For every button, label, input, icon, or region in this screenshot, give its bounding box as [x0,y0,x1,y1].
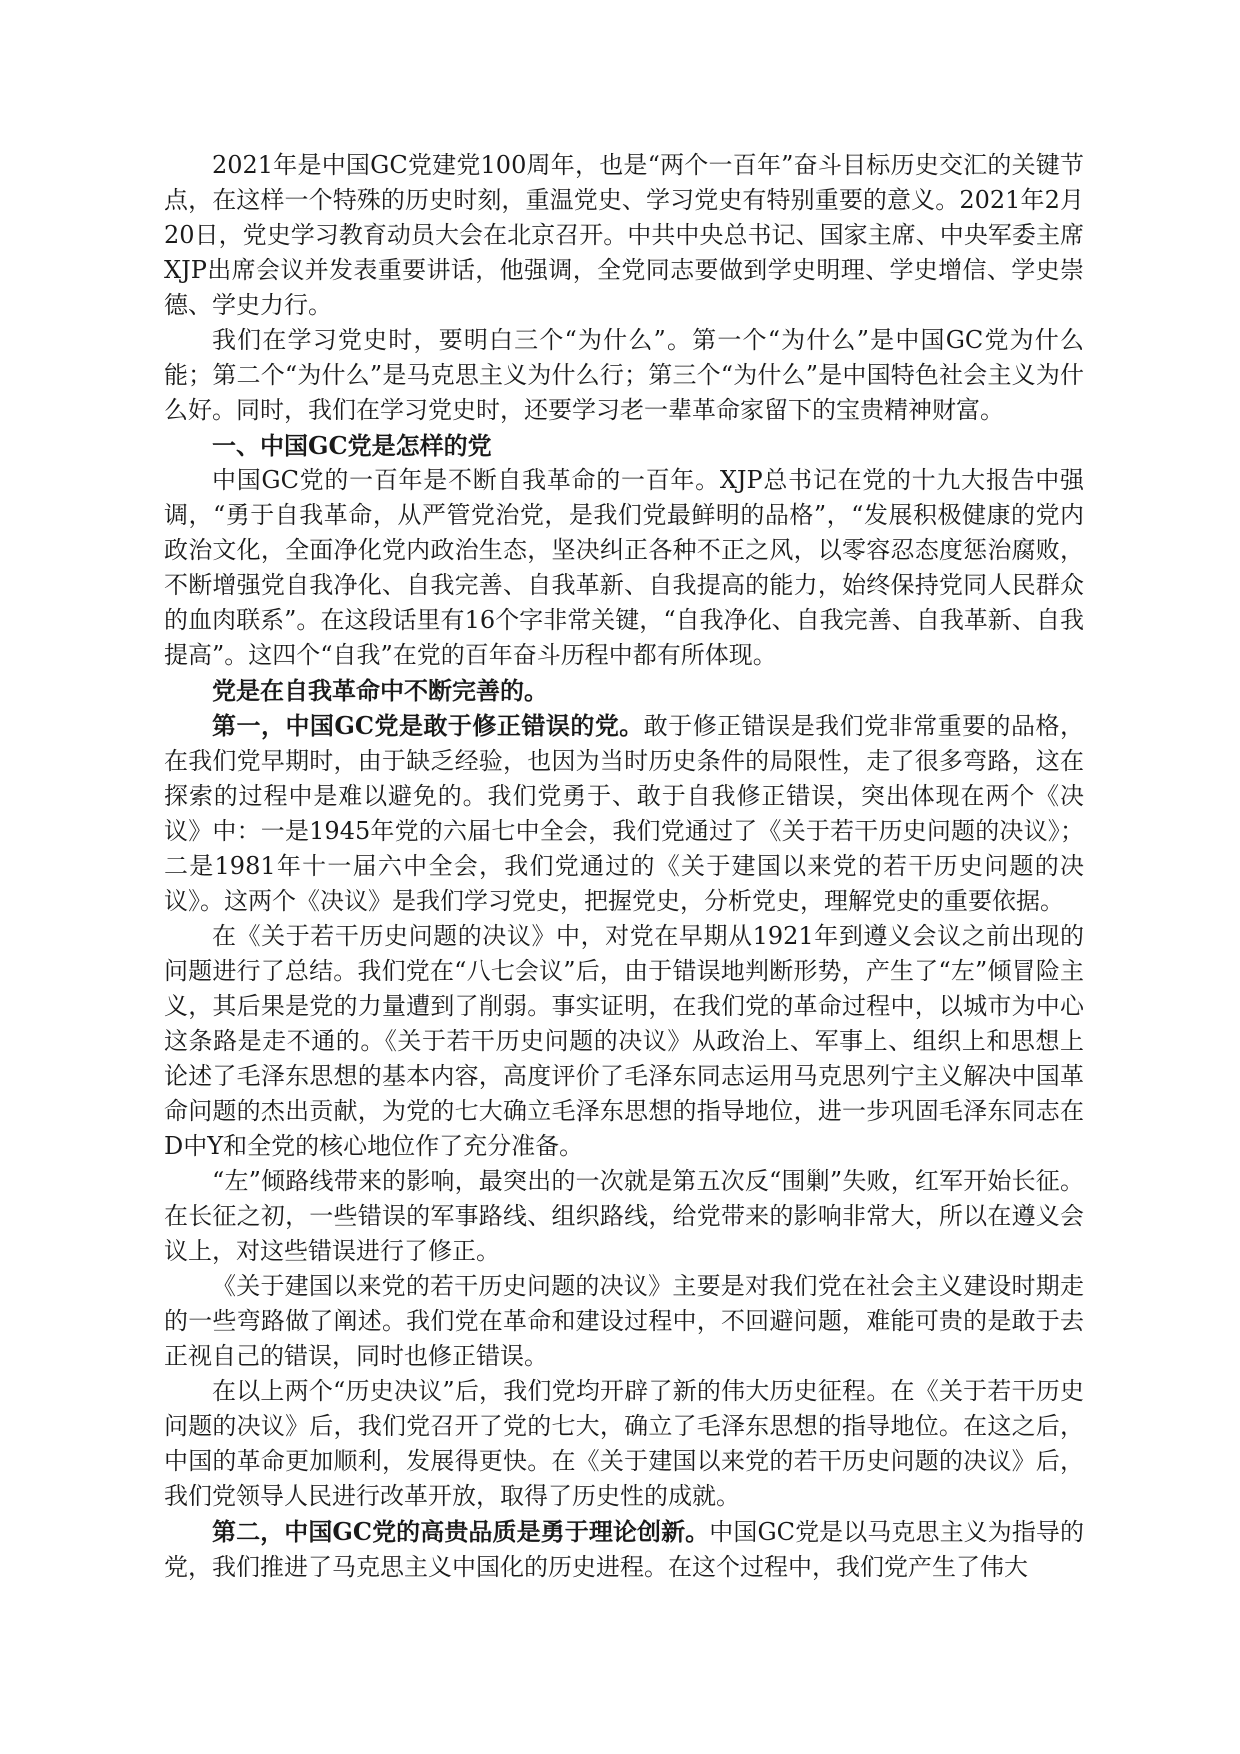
point-one-body: 敢于修正错误是我们党非常重要的品格，在我们党早期时，由于缺乏经验，也因为当时历史条件的局限性，走了很多弯路，这在探索的过程中是难以避免的。我们党勇于、敢于自我修正错误，突出体现在两个《决议》中：一是1945年党的六届七中全会，我们党通过了《关于若干历史问题的决议》；二是1981年十一届六中全会，我们党通过的《关于建国以来党的若干历史问题的决议》。这两个《决议》是我们学习党史，把握党史，分析党史，理解党史的重要依据。 [164,712,1084,915]
resolution-two-paragraph: 《关于建国以来党的若干历史问题的决议》主要是对我们党在社会主义建设时期走的一些弯路做了阐述。我们党在革命和建设过程中，不回避问题，难能可贵的是敢于去正视自己的错误，同时也修正错误。 [164,1272,1084,1370]
document-page [164,148,1084,1585]
point-two-paragraph [164,1514,1084,1585]
self-revolution-paragraph: 中国GC党的一百年是不断自我革命的一百年。XJP总书记在党的十九大报告中强调，“勇于自我革命，从严管党治党，是我们党最鲜明的品格”，“发展积极健康的党内政治文化，全面净化党内政治生态，坚决纠正各种不正之风，以零容忍态度惩治腐败，不断增强党自我净化、自我完善、自我革新、自我提高的能力，始终保持党同人民群众的血肉联系”。在这段话里有16个字非常关键，“自我净化、自我完善、自我革新、自我提高”。这四个“自我”在党的百年奋斗历程中都有所体现。 [164,466,1084,669]
subsection-heading: 党是在自我革命中不断完善的。 [212,676,548,705]
intro-paragraph: 2021年是中国GC党建党100周年，也是“两个一百年”奋斗目标历史交汇的关键节点，在这样一个特殊的历史时刻，重温党史、学习党史有特别重要的意义。2021年2月20日，党史学习教育动员大会在北京召开。中共中央总书记、国家主席、中央军委主席XJP出席会议并发表重要讲话，他强调，全党同志要做到学史明理、学史增信、学史崇德、学史力行。 [164,151,1084,319]
left-line-paragraph: “左”倾路线带来的影响，最突出的一次就是第五次反“围剿”失败，红军开始长征。在长征之初，一些错误的军事路线、组织路线，给党带来的影响非常大，所以在遵义会议上，对这些错误进行了修正。 [164,1167,1084,1265]
section-heading: 一、中国GC党是怎样的党 [212,431,492,460]
point-one-lead: 第一，中国GC党是敢于修正错误的党。 [212,711,644,740]
three-whys-paragraph: 我们在学习党史时，要明白三个“为什么”。第一个“为什么”是中国GC党为什么能；第二个“为什么”是马克思主义为什么行；第三个“为什么”是中国特色社会主义为什么好。同时，我们在学习党史时，还要学习老一辈革命家留下的宝贵精神财富。 [164,326,1084,424]
historic-resolutions-paragraph: 在以上两个“历史决议”后，我们党均开辟了新的伟大历史征程。在《关于若干历史问题的决议》后，我们党召开了党的七大，确立了毛泽东思想的指导地位。在这之后，中国的革命更加顺利，发展得更快。在《关于建国以来党的若干历史问题的决议》后，我们党领导人民进行改革开放，取得了历史性的成就。 [164,1377,1084,1510]
point-two-lead: 第二，中国GC党的高贵品质是勇于理论创新。 [212,1517,710,1546]
point-one-paragraph [164,708,1084,919]
point-two-body: 中国GC党是以马克思主义为指导的党，我们推进了马克思主义中国化的历史进程。在这个过程中，我们党产生了伟大 [164,1518,1084,1581]
resolution-one-paragraph: 在《关于若干历史问题的决议》中，对党在早期从1921年到遵义会议之前出现的问题进行了总结。我们党在“八七会议”后，由于错误地判断形势，产生了“左”倾冒险主义，其后果是党的力量遭到了削弱。事实证明，在我们党的革命过程中，以城市为中心这条路是走不通的。《关于若干历史问题的决议》从政治上、军事上、组织上和思想上论述了毛泽东思想的基本内容，高度评价了毛泽东同志运用马克思列宁主义解决中国革命问题的杰出贡献，为党的七大确立毛泽东思想的指导地位，进一步巩固毛泽东同志在D中Y和全党的核心地位作了充分准备。 [164,922,1084,1160]
